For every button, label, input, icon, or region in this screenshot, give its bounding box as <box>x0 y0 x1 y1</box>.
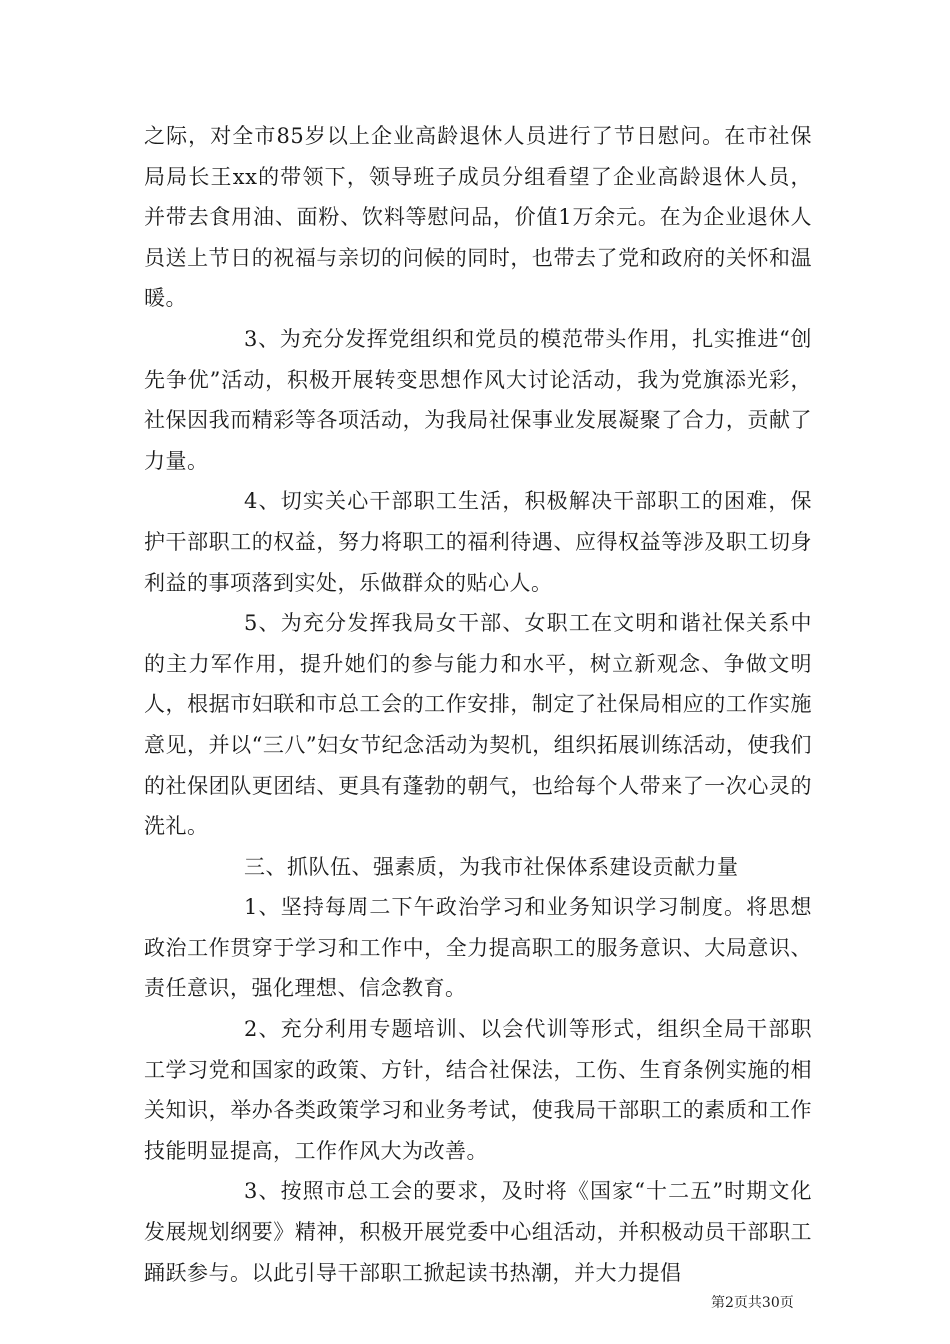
section-heading-3: 三、抓队伍、强素质，为我市社保体系建设贡献力量 <box>244 854 739 879</box>
paragraph-item-5: 5、为充分发挥我局女干部、女职工在文明和谐社保关系中的主力军作用，提升她们的参与能力和水平，树立新观念、争做文明人，根据市妇联和市总工会的工作安排，制定了社保局相应的工作实施意见，并以“三八”妇女节纪念活动为契机，组织拓展训练活动，使我们的社保团队更团结、更具有蓬勃的朝气，也给每个人带来了一次心灵的洗礼。 <box>144 611 812 839</box>
paragraph-item-3: 3、为充分发挥党组织和党员的模范带头作用，扎实推进“创先争优”活动，积极开展转变思想作风大讨论活动，我为党旗添光彩，社保因我而精彩等各项活动，为我局社保事业发展凝聚了合力，贡献了力量。 <box>144 326 812 473</box>
paragraph-section3-item-3: 3、按照市总工会的要求，及时将《国家“十二五”时期文化发展规划纲要》精神，积极开展党委中心组活动，并积极动员干部职工踊跃参与。以此引导干部职工掀起读书热潮，并大力提倡 <box>144 1179 812 1285</box>
page-number-footer: 第2页共30页 <box>711 1295 794 1311</box>
paragraph-item-4: 4、切实关心干部职工生活，积极解决干部职工的困难，保护干部职工的权益，努力将职工的福利待遇、应得权益等涉及职工切身利益的事项落到实处，乐做群众的贴心人。 <box>144 489 812 595</box>
paragraph-section3-item-2: 2、充分利用专题培训、以会代训等形式，组织全局干部职工学习党和国家的政策、方针，结合社保法，工伤、生育条例实施的相关知识，举办各类政策学习和业务考试，使我局干部职工的素质和工作技能明显提高，工作作风大为改善。 <box>144 1017 812 1163</box>
paragraph-section3-item-1: 1、坚持每周二下午政治学习和业务知识学习制度。将思想政治工作贯穿于学习和工作中，全力提高职工的服务意识、大局意识、责任意识，强化理想、信念教育。 <box>144 895 812 1001</box>
paragraph-continuation: 之际，对全市85岁以上企业高龄退休人员进行了节日慰问。在市社保局局长王xx的带领下，领导班子成员分组看望了企业高龄退休人员，并带去食用油、面粉、饮料等慰问品，价值1万余元。在为企业退休人员送上节日的祝福与亲切的问候的同时，也带去了党和政府的关怀和温暖。 <box>144 124 812 311</box>
document-body <box>144 116 812 1293</box>
